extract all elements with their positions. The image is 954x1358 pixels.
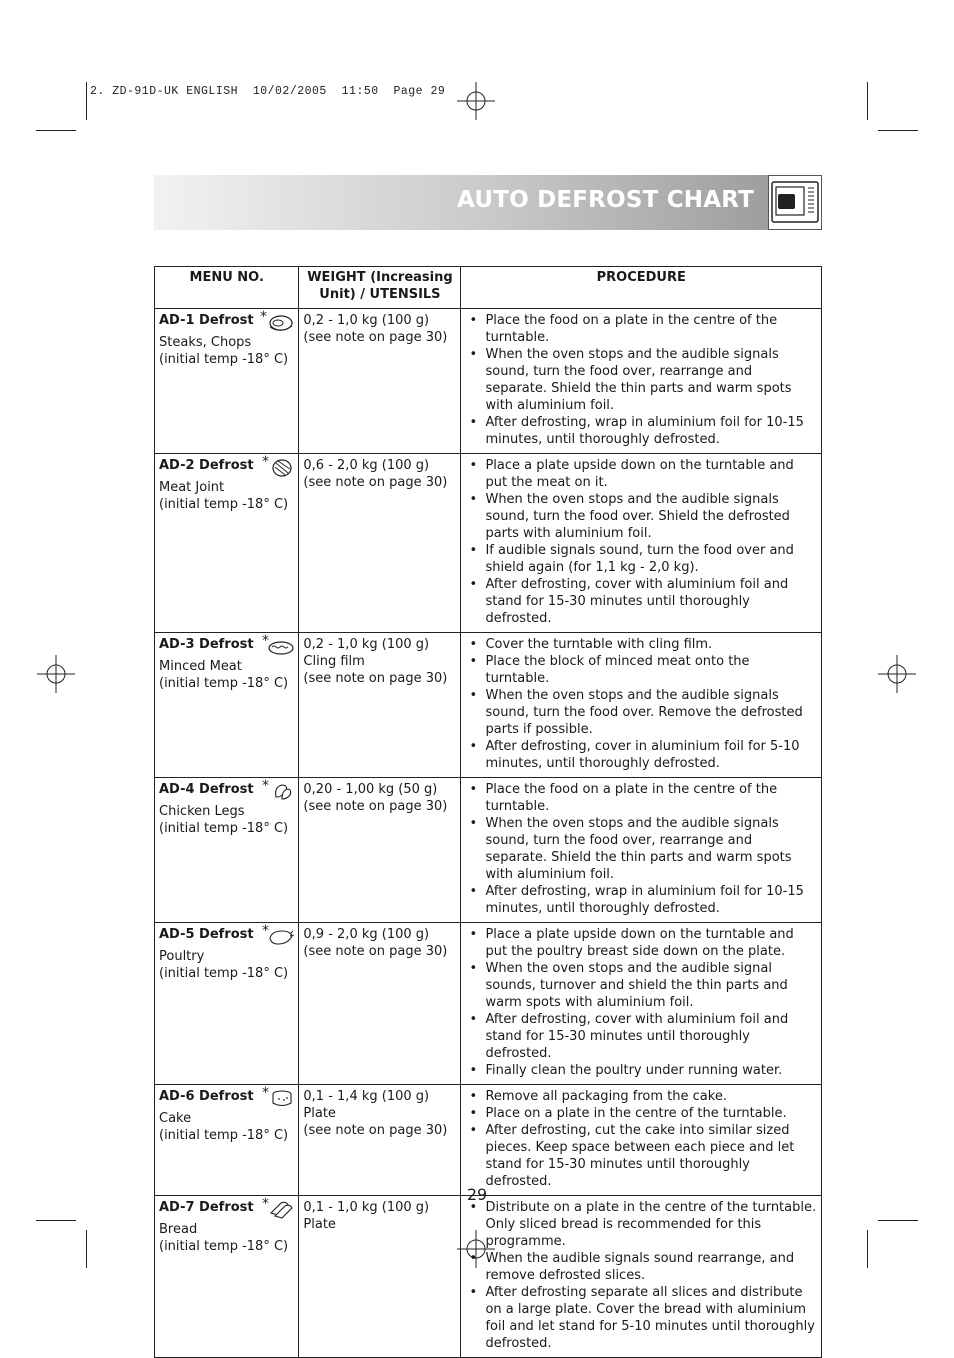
crop-mark [36,130,76,131]
weight-line: (see note on page 30) [303,671,448,686]
weight-line: 0,2 - 1,0 kg (100 g) [303,637,430,652]
table-header-row [155,267,822,309]
menu-cell [155,923,299,1085]
svg-text:*: * [261,634,269,649]
minced-meat-icon [260,634,294,658]
procedure-cell [461,454,822,633]
weight-line: Cling film [303,654,365,669]
procedure-step: • Remove all packaging from the cake. [485,1088,817,1105]
crop-mark [86,82,87,120]
crop-mark [878,130,918,131]
menu-cell [155,309,299,454]
procedure-cell [461,1085,822,1196]
procedure-step: • After defrosting, cover with aluminium foil and stand for 15-30 minutes until thoroughly defrosted. [485,576,817,627]
food-type: Steaks, Chops [159,335,252,350]
procedure-cell [461,1196,822,1358]
table-row [155,1196,822,1358]
weight-line: (see note on page 30) [303,1123,448,1138]
procedure-cell [461,633,822,778]
procedure-cell [461,923,822,1085]
svg-text:*: * [259,310,267,325]
svg-text:*: * [261,924,269,939]
procedure-step: • When the oven stops and the audible signals sound, turn the food over. Shield the defrosted parts with aluminium foil. [485,491,817,542]
procedure-step: • Place the food on a plate in the centre of the turntable. [485,781,817,815]
initial-temp: (initial temp -18° C) [159,352,289,367]
initial-temp: (initial temp -18° C) [159,497,289,512]
weight-line: 0,1 - 1,4 kg (100 g) [303,1089,430,1104]
svg-text:*: * [261,1197,269,1212]
menu-name: AD-3 Defrost [159,637,254,652]
weight-line: (see note on page 30) [303,330,448,345]
menu-cell [155,1085,299,1196]
procedure-step: • Place the food on a plate in the centre of the turntable. [485,312,817,346]
weight-cell [299,1196,461,1358]
weight-line: (see note on page 30) [303,475,448,490]
menu-name: AD-6 Defrost [159,1089,254,1104]
procedure-step: • After defrosting, cover in aluminium foil for 5-10 minutes, until thoroughly defrosted. [485,738,817,772]
weight-line: (see note on page 30) [303,944,448,959]
menu-cell [155,778,299,923]
procedure-step: • When the audible signals sound rearrange, and remove defrosted slices. [485,1250,817,1284]
svg-text:*: * [261,1086,269,1101]
crop-mark [86,1230,87,1268]
weight-line: 0,9 - 2,0 kg (100 g) [303,927,430,942]
header-menu-no: MENU NO. [155,267,299,309]
menu-cell [155,454,299,633]
procedure-step: • Cover the turntable with cling film. [485,636,817,653]
weight-line: 0,6 - 2,0 kg (100 g) [303,458,430,473]
cake-icon [260,1086,294,1110]
procedure-step: • When the oven stops and the audible signal sounds, turnover and shield the thin parts and warm spots with aluminium foil. [485,960,817,1011]
svg-text:*: * [261,455,269,470]
table-row [155,1085,822,1196]
table-row [155,309,822,454]
menu-name: AD-7 Defrost [159,1200,254,1215]
procedure-cell [461,778,822,923]
page-number: 29 [466,1185,488,1204]
registration-mark-icon [37,655,75,693]
procedure-step: • Place a plate upside down on the turntable and put the meat on it. [485,457,817,491]
initial-temp: (initial temp -18° C) [159,1128,289,1143]
header-weight: WEIGHT (Increasing Unit) / UTENSILS [299,267,461,309]
title-banner [154,175,768,230]
weight-line: Plate [303,1217,336,1232]
procedure-step: • Place a plate upside down on the turntable and put the poultry breast side down on the plate. [485,926,817,960]
weight-line: 0,2 - 1,0 kg (100 g) [303,313,430,328]
weight-line: 0,1 - 1,0 kg (100 g) [303,1200,430,1215]
crop-mark [867,82,868,120]
food-type: Chicken Legs [159,804,245,819]
procedure-step: • Finally clean the poultry under running water. [485,1062,817,1079]
menu-name: AD-4 Defrost [159,782,254,797]
menu-cell [155,633,299,778]
weight-cell [299,454,461,633]
meat-joint-icon [260,455,294,479]
procedure-step: • After defrosting, cut the cake into similar sized pieces. Keep space between each piece and let stand for 15-30 minutes until thoroughly defrosted. [485,1122,817,1190]
procedure-step: • When the oven stops and the audible signals sound, turn the food over, rearrange and separate. Shield the thin parts and warm spots with aluminium foil. [485,815,817,883]
food-type: Bread [159,1222,198,1237]
procedure-step: • If audible signals sound, turn the food over and shield again (for 1,1 kg - 2,0 kg). [485,542,817,576]
table-row [155,923,822,1085]
procedure-step: • When the oven stops and the audible signals sound, turn the food over. Remove the defrosted parts if possible. [485,687,817,738]
food-type: Poultry [159,949,205,964]
weight-line: Plate [303,1106,336,1121]
svg-text:*: * [261,779,269,794]
weight-cell [299,923,461,1085]
procedure-step: • Place the block of minced meat onto the turntable. [485,653,817,687]
procedure-step: • Distribute on a plate in the centre of the turntable. Only sliced bread is recommended for this programme. [485,1199,817,1250]
menu-name: AD-5 Defrost [159,927,254,942]
table-row [155,454,822,633]
initial-temp: (initial temp -18° C) [159,676,289,691]
food-type: Cake [159,1111,192,1126]
poultry-icon [260,924,294,948]
steak-icon [260,310,294,334]
crop-mark [878,1220,918,1221]
header-procedure: PROCEDURE [461,267,822,309]
food-type: Meat Joint [159,480,225,495]
menu-name: AD-2 Defrost [159,458,254,473]
menu-name: AD-1 Defrost [159,313,254,328]
crop-mark [36,1220,76,1221]
procedure-step: • After defrosting separate all slices and distribute on a large plate. Cover the bread with aluminium foil and let stand for 5-10 minutes until thoroughly defrosted. [485,1284,817,1352]
weight-cell [299,1085,461,1196]
procedure-step: • After defrosting, wrap in aluminium foil for 10-15 minutes, until thoroughly defrosted. [485,883,817,917]
weight-cell [299,778,461,923]
registration-mark-icon [457,82,495,120]
food-type: Minced Meat [159,659,242,674]
initial-temp: (initial temp -18° C) [159,1239,289,1254]
print-header: 2. ZD-91D-UK ENGLISH 10/02/2005 11:50 Page 29 [90,85,446,98]
table-row [155,778,822,923]
table-row [155,633,822,778]
chicken-legs-icon [260,779,294,803]
procedure-cell [461,309,822,454]
initial-temp: (initial temp -18° C) [159,966,289,981]
weight-cell [299,309,461,454]
procedure-step: • Place on a plate in the centre of the turntable. [485,1105,817,1122]
procedure-step: • When the oven stops and the audible signals sound, turn the food over, rearrange and separate. Shield the thin parts and warm spots with aluminium foil. [485,346,817,414]
weight-line: 0,20 - 1,00 kg (50 g) [303,782,438,797]
procedure-step: • After defrosting, wrap in aluminium foil for 10-15 minutes, until thoroughly defrosted. [485,414,817,448]
procedure-step: • After defrosting, cover with aluminium foil and stand for 15-30 minutes until thoroughly defrosted. [485,1011,817,1062]
crop-mark [867,1230,868,1268]
initial-temp: (initial temp -18° C) [159,821,289,836]
weight-cell [299,633,461,778]
weight-line: (see note on page 30) [303,799,448,814]
page-title: AUTO DEFROST CHART [457,187,754,213]
registration-mark-icon [878,655,916,693]
menu-cell [155,1196,299,1358]
microwave-icon [768,175,822,230]
